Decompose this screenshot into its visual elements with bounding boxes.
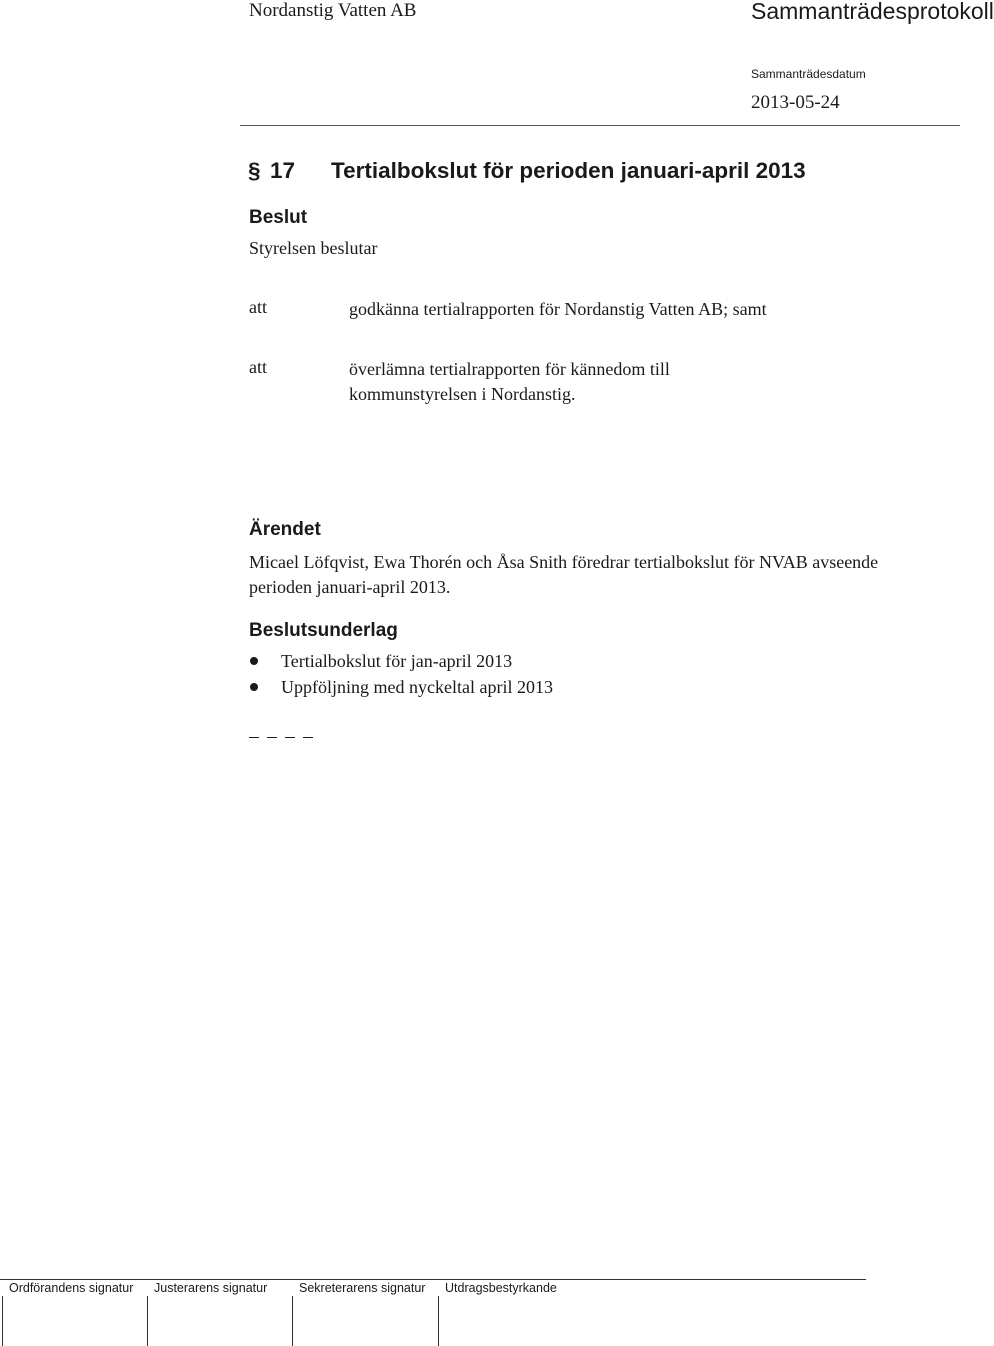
matter-heading: Ärendet — [249, 519, 321, 540]
section-symbol: § — [248, 158, 261, 183]
list-item — [250, 677, 553, 698]
matter-text: Micael Löfqvist, Ewa Thorén och Åsa Snith föredrar tertialbokslut för NVAB avseende perioden januari-april 2013. — [249, 552, 879, 597]
decision-item-text: godkänna tertialrapporten för Nordanstig Vatten AB; samt — [349, 299, 767, 319]
decision-item-label: att — [249, 297, 267, 317]
organization-name: Nordanstig Vatten AB — [249, 0, 417, 21]
signature-box-border — [147, 1296, 148, 1346]
list-item-text: Tertialbokslut för jan-april 2013 — [281, 651, 513, 671]
meeting-date-label: Sammanträdesdatum — [751, 67, 866, 81]
decision-item-text: överlämna tertialrapporten för kännedom till kommunstyrelsen i Nordanstig. — [349, 359, 670, 404]
signature-label-secretary: Sekreterarens signatur — [299, 1281, 426, 1295]
signature-label-adjuster: Justerarens signatur — [154, 1281, 268, 1295]
decision-item-label: att — [249, 357, 267, 377]
decision-heading: Beslut — [249, 207, 308, 228]
meeting-date-value: 2013-05-24 — [751, 92, 840, 113]
section-number: 17 — [270, 158, 296, 183]
list-item — [250, 651, 512, 672]
decision-basis-heading: Beslutsunderlag — [249, 620, 398, 641]
decision-intro: Styrelsen beslutar — [249, 238, 378, 258]
section-heading — [248, 158, 806, 184]
document-type: Sammanträdesprotokoll — [751, 0, 994, 24]
end-marker — [249, 737, 313, 738]
signature-box-border — [2, 1296, 3, 1346]
section-title: Tertialbokslut för perioden januari-april 2013 — [331, 158, 806, 183]
bullet-icon — [250, 657, 258, 665]
bullet-icon — [250, 683, 258, 691]
list-item-text: Uppföljning med nyckeltal april 2013 — [281, 677, 553, 697]
signature-divider — [0, 1279, 866, 1280]
signature-label-chair: Ordförandens signatur — [9, 1281, 134, 1295]
header-divider — [240, 125, 960, 126]
signature-box-border — [292, 1296, 293, 1346]
signature-label-certification: Utdragsbestyrkande — [445, 1281, 557, 1295]
signature-box-border — [438, 1296, 439, 1346]
